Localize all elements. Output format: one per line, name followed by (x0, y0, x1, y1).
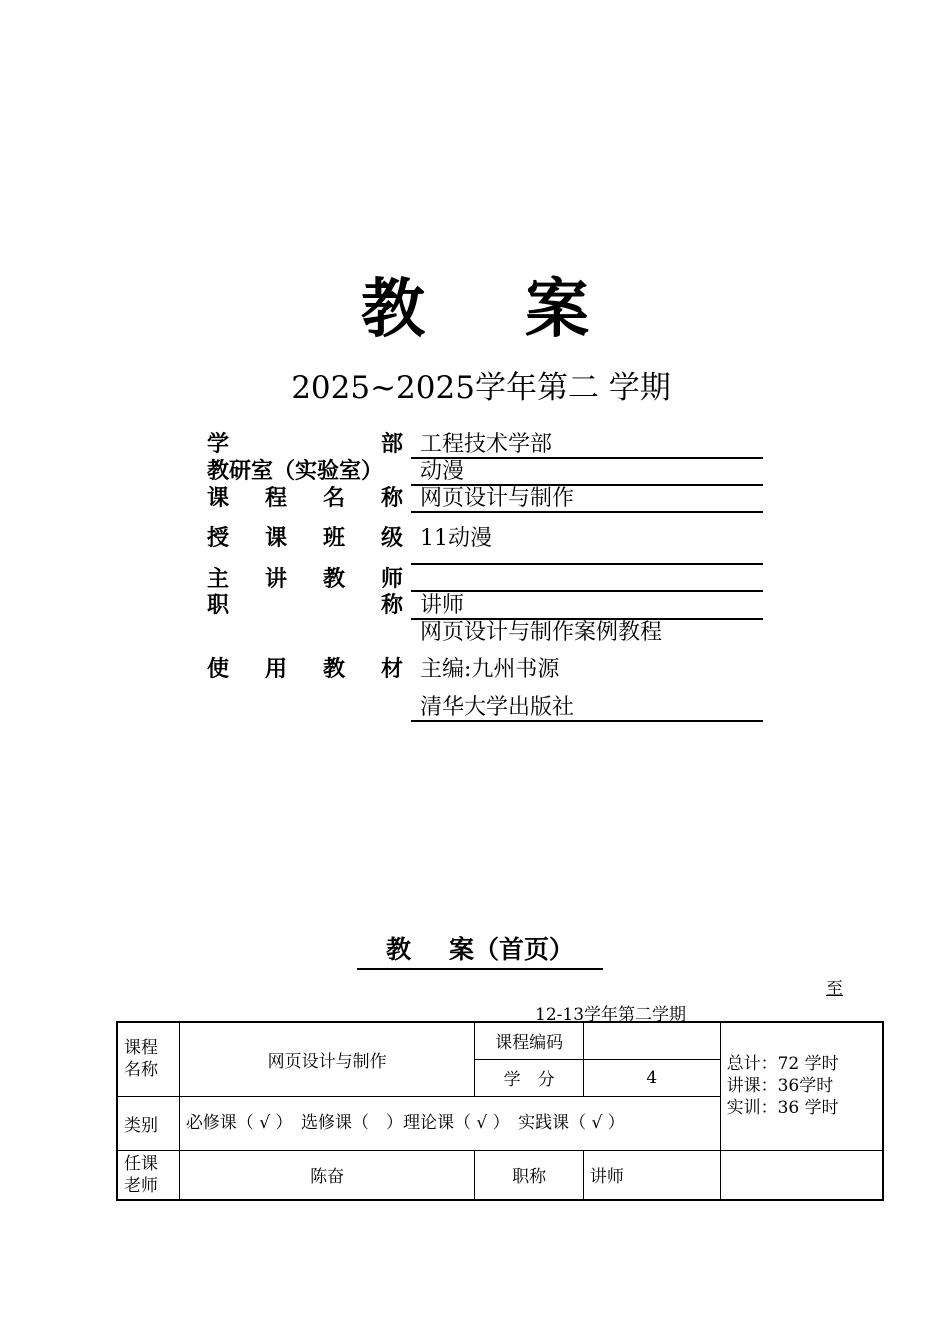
label-class: 授 课 班 级 (207, 526, 403, 551)
credit-label: 学 分 (475, 1059, 584, 1096)
value-course-name: 网页设计与制作 (420, 486, 575, 511)
underline (411, 720, 763, 722)
label-course-name: 课 程 名 称 (207, 486, 403, 511)
value-office: 动漫 (420, 459, 465, 484)
course-name-label: 课程名称 (117, 1022, 179, 1096)
cover-title-char-1: 教 (361, 273, 425, 347)
academic-year: 2025~2025学年第二 学期 (291, 370, 671, 406)
first-page-title: 教 案（首页） (357, 930, 603, 970)
category-value: 必修课（ √ ） 选修课（ ）理论课（ √ ） 实践课（ √ ） (179, 1096, 720, 1150)
value-title: 讲师 (420, 593, 465, 618)
teacher-value: 陈奋 (179, 1150, 475, 1200)
hours-lecture: 讲课：36学时 (726, 1076, 834, 1097)
course-code-value (583, 1022, 720, 1059)
category-label: 类别 (117, 1096, 179, 1150)
hours-practice: 实训：36 学时 (726, 1098, 839, 1119)
cover-title-char-2: 案 (525, 273, 589, 347)
label-title: 职 称 (207, 593, 403, 618)
label-department: 学 部 (207, 432, 403, 457)
course-info-table (116, 1021, 884, 1201)
value-textbook-line-3: 清华大学出版社 (420, 695, 575, 720)
to-label: 至 (826, 979, 843, 999)
underline (411, 563, 763, 565)
value-textbook-line-2: 主编:九州书源 (420, 657, 560, 682)
empty-cell (720, 1150, 883, 1200)
underline (411, 511, 763, 513)
course-name-value: 网页设计与制作 (179, 1022, 475, 1096)
value-textbook-line-1: 网页设计与制作案例教程 (420, 620, 663, 645)
teacher-title-value: 讲师 (583, 1150, 720, 1200)
hours-total: 总计：72 学时 (726, 1054, 839, 1075)
label-textbook: 使 用 教 材 (207, 657, 403, 682)
course-code-label: 课程编码 (475, 1022, 584, 1059)
cover-title (0, 258, 950, 350)
value-department: 工程技术学部 (420, 432, 553, 457)
term-label: 12-13学年第二学期 (535, 1005, 687, 1025)
value-class: 11动漫 (420, 526, 492, 551)
hours-cell (720, 1022, 883, 1150)
credit-value: 4 (583, 1059, 720, 1096)
label-office: 教研室（实验室） (207, 459, 384, 484)
teacher-label: 任课老师 (117, 1150, 179, 1200)
underline (411, 590, 763, 592)
label-lecturer: 主 讲 教 师 (207, 567, 403, 592)
teacher-title-label: 职称 (475, 1150, 584, 1200)
